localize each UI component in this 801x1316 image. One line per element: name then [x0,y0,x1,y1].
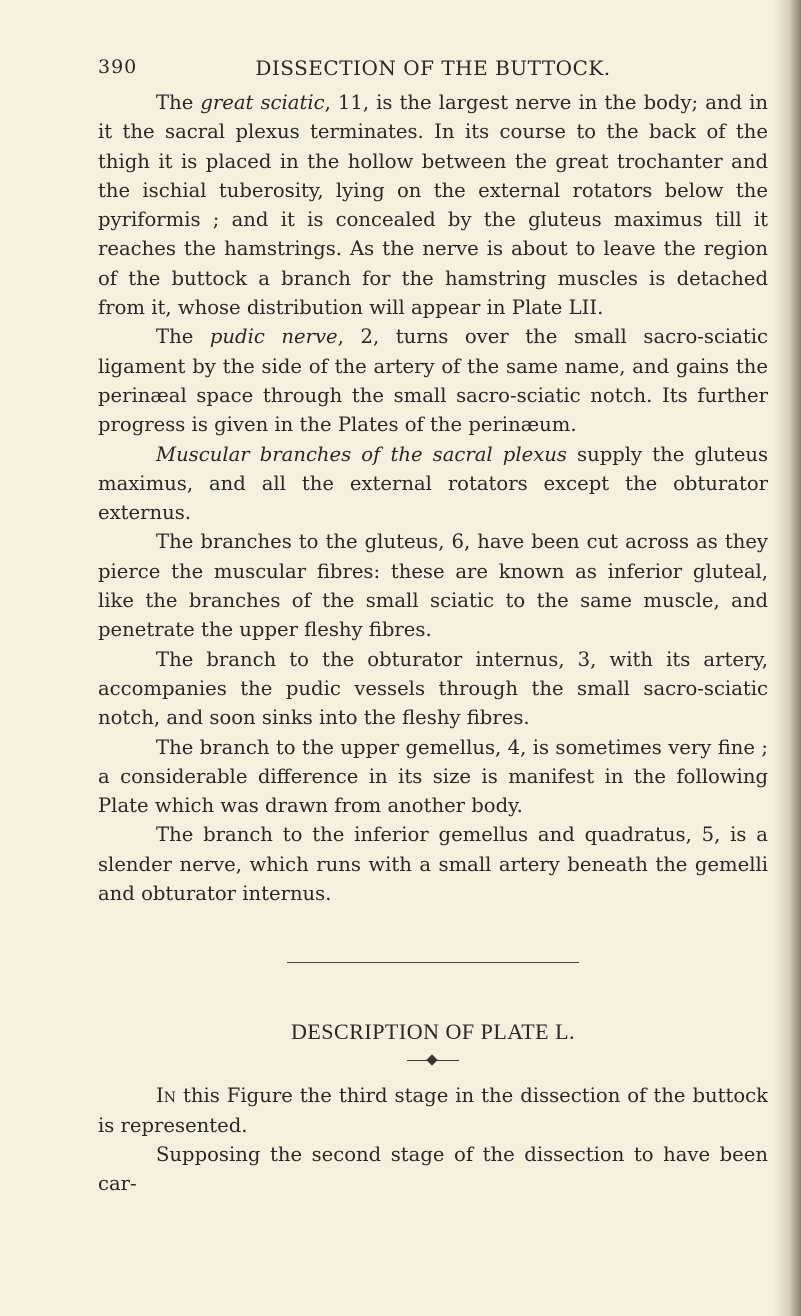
section-divider [287,962,579,963]
paragraph-italic-term: pudic nerve [209,325,338,349]
paragraph-lead: The [156,325,210,349]
paragraph-gluteus-branches [98,527,768,644]
paragraph-text: The branch to the obturator internus, 3, with its artery, accompanies the pudic vessels through the small sacro-sciatic notch, and soon sinks into the fleshy fibres. [98,647,768,730]
description-paragraph [98,1140,768,1199]
description-smallcaps: In [156,1084,176,1108]
description-text: this Figure the third stage in the dissection of the buttock is represented. [98,1084,768,1137]
ornament-divider [407,1053,459,1067]
diamond-icon [426,1055,437,1066]
description-text: Supposing the second stage of the dissection to have been car- [98,1142,768,1196]
book-page [98,56,768,1199]
paragraph-upper-gemellus [98,733,768,821]
running-title: DISSECTION OF THE BUTTOCK. [255,56,611,80]
paragraph-pudic-nerve [98,322,768,439]
paragraph-muscular-branches [98,440,768,528]
body-text [98,88,768,908]
paragraph-text: , 2, turns over the small sacro-sciatic ligament by the side of the artery of the same name, and gains the perinæal space through the small sacro-sciatic notch. Its further progress is given in the Plates of the perinæum. [98,325,768,437]
plate-description [98,1081,768,1198]
page-number: 390 [98,56,138,78]
paragraph-text: The branch to the inferior gemellus and quadratus, 5, is a slender nerve, which runs with a small artery beneath the gemelli and obturator internus. [98,823,768,906]
paragraph-lead: The [156,91,201,114]
paragraph-text: supply the gluteus maximus, and all the external rotators except the obturator externus. [98,442,768,525]
paragraph-italic-term: Muscular branches of the sacral plexus [156,442,567,466]
paragraph-great-sciatic [98,88,768,322]
description-paragraph [98,1081,768,1140]
running-head [98,56,768,86]
page-edge-shadow [773,0,801,1316]
paragraph-text: The branch to the upper gemellus, 4, is sometimes very fine ; a considerable difference in its size is manifest in the following Plate which was drawn from another body. [98,735,768,818]
paragraph-italic-term: great sciatic [200,91,325,114]
paragraph-text: , 11, is the largest nerve in the body; and in it the sacral plexus terminates. In its course to the back of the thigh it is placed in the hollow between the great trochanter and the ischial tuberosity, lying on the external rotators below the pyriformis ; and it is concealed by the gluteus maximus till it reaches the hamstrings. As the nerve is about to leave the region of the buttock a branch for the hamstring muscles is detached from it, whose distribution will appear in Plate LII. [98,91,768,320]
paragraph-obturator-branch [98,645,768,733]
paragraph-inferior-gemellus [98,820,768,908]
section-title: DESCRIPTION OF PLATE L. [290,1019,576,1045]
paragraph-text: The branches to the gluteus, 6, have been cut across as they pierce the muscular fibres: these are known as inferior gluteal, like the branches of the small sciatic to the same muscle, and penetrate the upper fleshy fibres. [98,530,768,642]
